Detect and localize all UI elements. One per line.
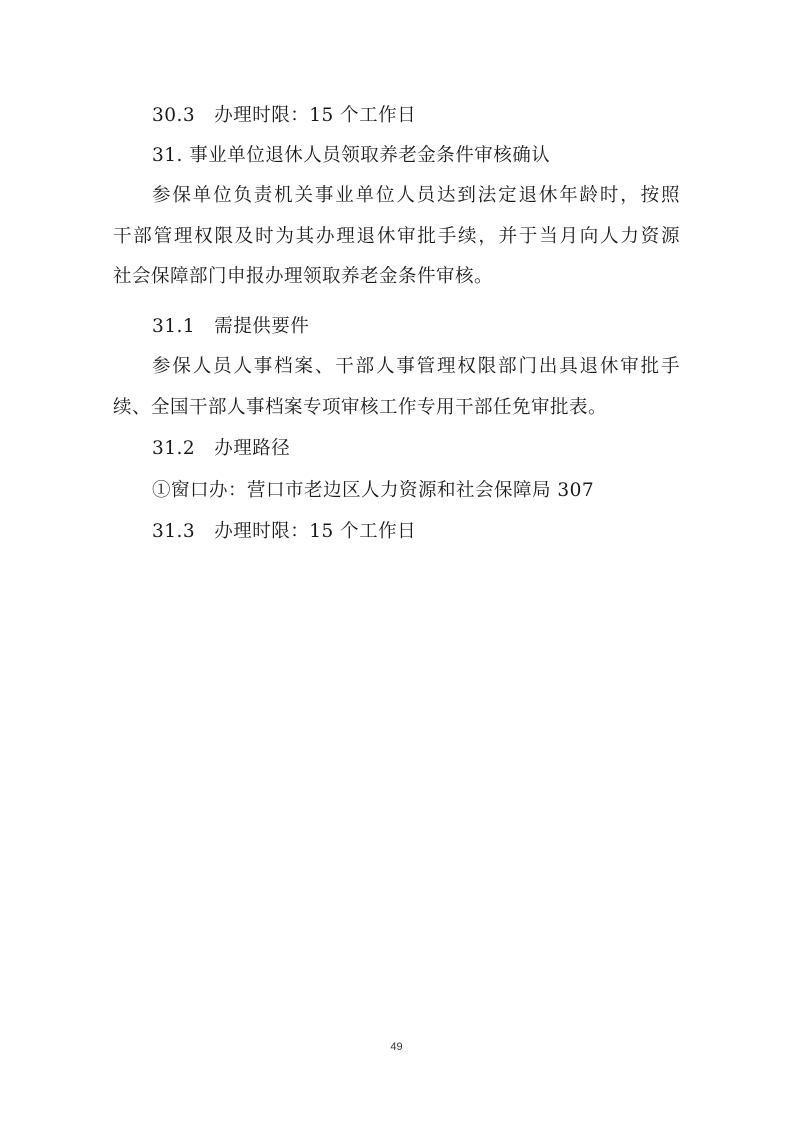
section-31-1-heading: 31.1 需提供要件 [152, 316, 310, 337]
section-31-2-heading: 31.2 办理路径 [152, 438, 291, 459]
paragraph-31-1-line-1: 参保人员人事档案、干部人事管理权限部门出具退休审批手 [152, 356, 680, 377]
section-30-3-time-limit: 30.3 办理时限：15 个工作日 [152, 105, 417, 126]
section-31-2-window-office: ①窗口办：营口市老边区人力资源和社会保障局 307 [152, 480, 595, 501]
section-31-heading: 31. 事业单位退休人员领取养老金条件审核确认 [152, 145, 551, 166]
paragraph-31-line-3: 社会保障部门申报办理领取养老金条件审核。 [113, 266, 494, 287]
section-31-3-time-limit: 31.3 办理时限：15 个工作日 [152, 521, 417, 542]
paragraph-31-line-2: 干部管理权限及时为其办理退休审批手续，并于当月向人力资源 [113, 226, 680, 247]
page-number: 49 [390, 1041, 403, 1053]
paragraph-31-1-line-2: 续、全国干部人事档案专项审核工作专用干部任免审批表。 [113, 397, 608, 418]
paragraph-31-line-1: 参保单位负责机关事业单位人员达到法定退休年龄时，按照 [152, 185, 680, 206]
